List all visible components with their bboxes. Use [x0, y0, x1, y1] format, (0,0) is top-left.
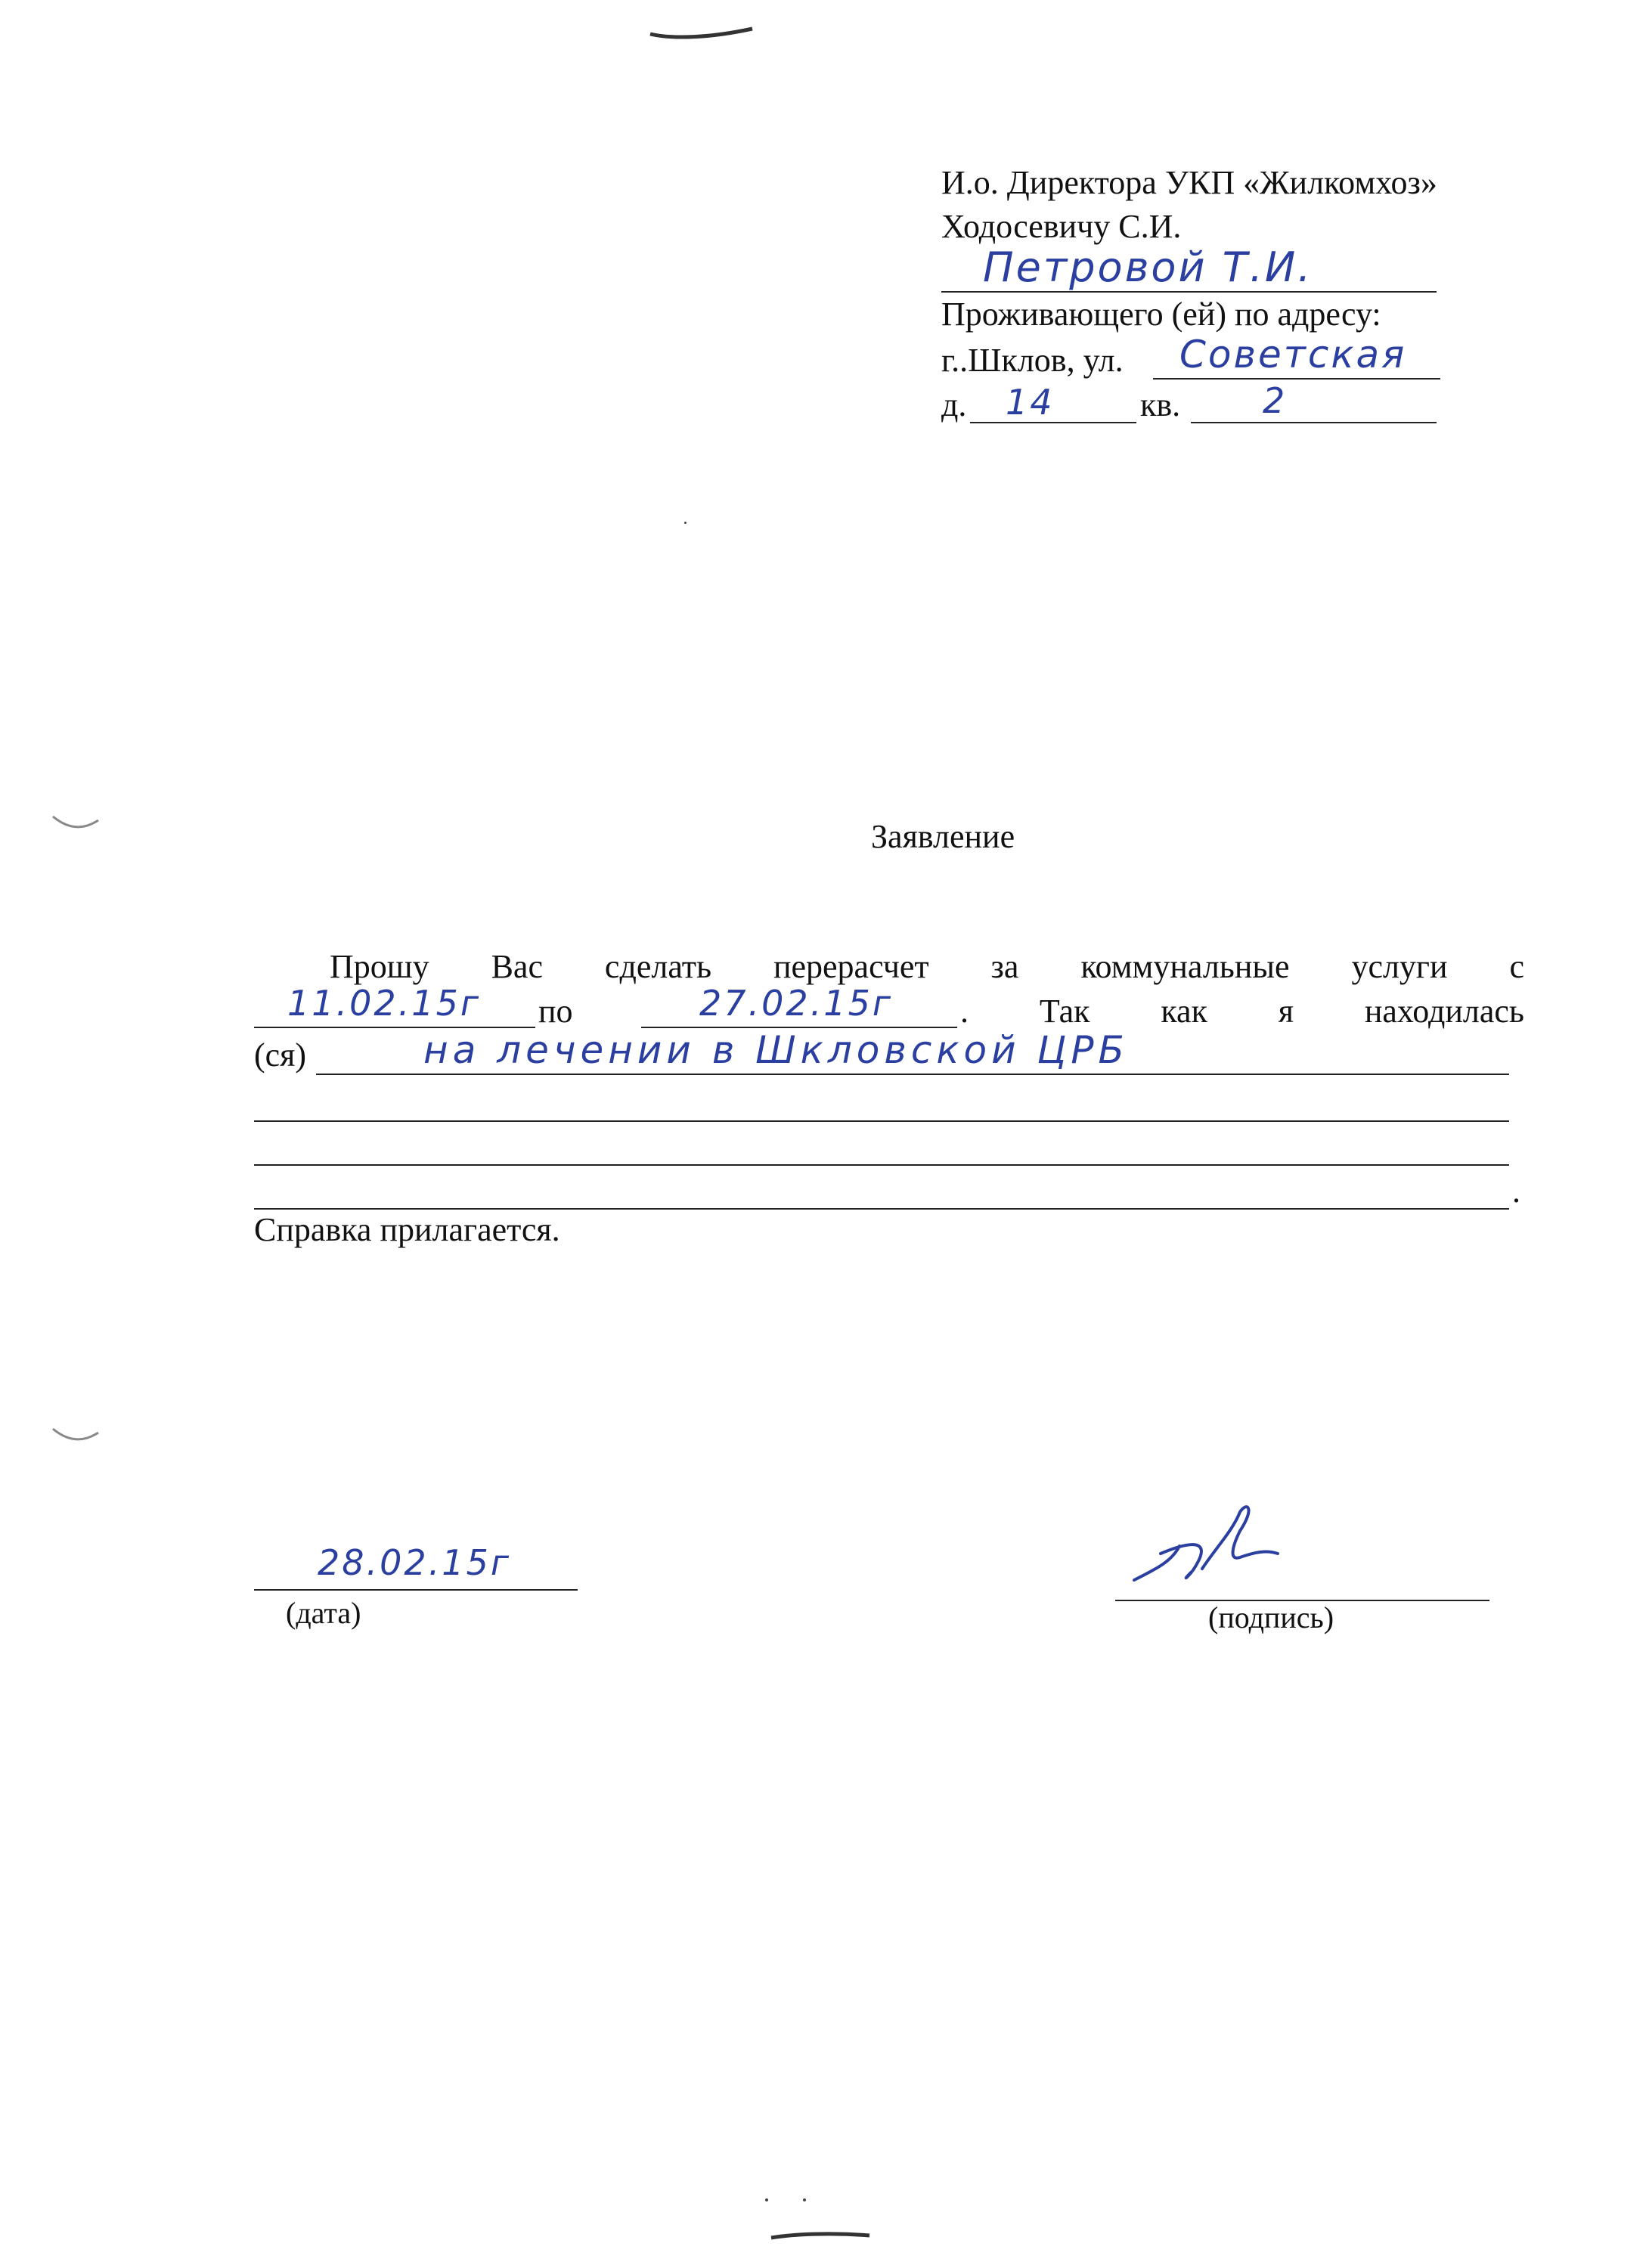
signature-caption: (подпись) — [1208, 1600, 1334, 1634]
document-title: Заявление — [871, 818, 1015, 855]
applicant-name-underline — [941, 291, 1437, 293]
po-label: по — [538, 993, 573, 1030]
reason-underline-3 — [254, 1164, 1509, 1166]
residing-label: Проживающего (ей) по адресу: — [941, 296, 1381, 333]
punch-hole-mark-2 — [45, 1421, 106, 1452]
reason-handwritten: на лечении в Шкловской ЦРБ — [423, 1028, 1129, 1072]
addressee-line1: И.о. Директора УКП «Жилкомхоз» — [941, 164, 1437, 201]
apt-underline — [1191, 422, 1437, 423]
scan-dot — [765, 2198, 768, 2201]
date-from-handwritten: 11.02.15г — [287, 983, 482, 1024]
apt-handwritten: 2 — [1263, 380, 1288, 421]
date-underline — [254, 1589, 578, 1591]
punch-hole-mark-1 — [45, 809, 106, 839]
attachment-note: Справка прилагается. — [254, 1211, 560, 1248]
date-caption: (дата) — [286, 1596, 361, 1630]
reason-underline-1 — [316, 1074, 1509, 1075]
street-handwritten: Советская — [1179, 333, 1407, 376]
scan-mark-bottom — [764, 2219, 885, 2249]
date-to-handwritten: 27.02.15г — [699, 983, 894, 1024]
addressee-line2: Ходосевичу С.И. — [941, 208, 1182, 245]
body-line1: Прошу Вас сделать перерасчет за коммунальные услуги с — [330, 948, 1524, 985]
scan-dot — [684, 522, 687, 524]
street-underline — [1153, 378, 1440, 380]
reason-period: . — [1512, 1173, 1520, 1210]
house-handwritten: 14 — [1006, 382, 1055, 423]
signature-mark — [1127, 1501, 1293, 1606]
applicant-name-handwritten: Петровой Т.И. — [983, 243, 1313, 291]
reason-underline-4 — [254, 1208, 1509, 1210]
apt-label: кв. — [1140, 386, 1181, 423]
sya-label: (ся) — [254, 1036, 307, 1074]
scan-dot — [803, 2198, 806, 2201]
city-street-label: г..Шклов, ул. — [941, 342, 1124, 379]
reason-intro: . Так как я находилась — [960, 993, 1524, 1030]
house-label: д. — [941, 386, 967, 423]
reason-underline-2 — [254, 1120, 1509, 1122]
date-handwritten: 28.02.15г — [318, 1542, 512, 1583]
scan-mark-top — [643, 15, 764, 45]
